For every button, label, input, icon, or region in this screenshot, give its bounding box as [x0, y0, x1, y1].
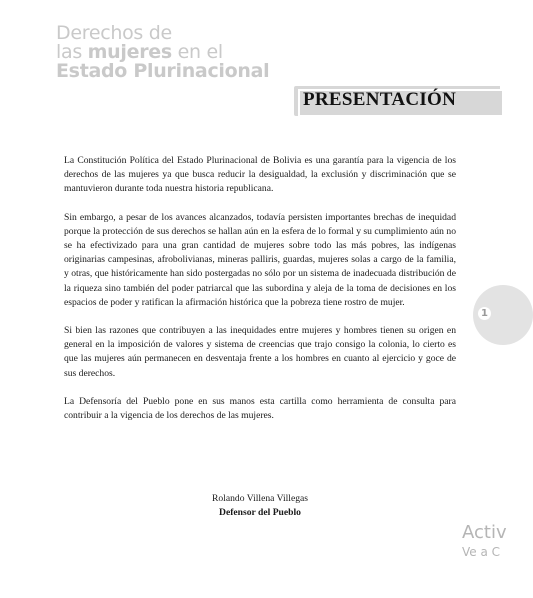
paragraph-4: La Defensoría del Pueblo pone en sus manos esta cartilla como herramienta de consulta para contribuir a la vigencia de los derechos de las mujeres. — [64, 395, 456, 422]
title-line-2-prefix: las — [56, 41, 88, 63]
publication-title-line-1: Derechos de — [56, 22, 172, 44]
signatory-role: Defensor del Pueblo — [219, 507, 301, 518]
publication-title-line-3: Estado Plurinacional — [56, 60, 270, 82]
paragraph-2: Sin embargo, a pesar de los avances alcanzados, todavía persisten importantes brechas de inequidad porque la protección de sus derechos se hallan aún en la esfera de lo formal y su cumplimiento aún no se ha efectivizado para una gran cantidad de mujeres sobre todo las más pobres, las indígenas originarias campesinas, afrobolivianas, mineras palliris, guardas, mujeres solas a cargo de la familia, y otras, que históricamente han sido postergadas no sólo por un sistema de inadecuada distribución de la riqueza sino también del poder patriarcal que las subordina y aleja de la toma de decisiones en los espacios de poder y ratifican la afirmación histórica que la pobreza tiene rostro de mujer. — [64, 211, 456, 308]
watermark-title: Activ — [462, 522, 507, 543]
paragraph-1: La Constitución Política del Estado Plurinacional de Bolivia es una garantía para la vigencia de los derechos de las mujeres ya que busca reducir la desigualdad, la exclusión y discriminación que se mantuvieron durante toda nuestra historia republicana. — [64, 155, 456, 195]
activation-watermark — [462, 522, 507, 560]
publication-title — [56, 24, 269, 81]
title-line-2-suffix: en el — [171, 41, 223, 63]
signatory-name: Rolando Villena Villegas — [211, 493, 309, 504]
title-line-2-bold: mujeres — [87, 41, 172, 63]
section-title: PRESENTACIÓN — [303, 89, 457, 110]
paragraph-3: Si bien las razones que contribuyen a las inequidades entre mujeres y hombres tienen su origen en general en la imposición de valores y sistema de creencias que trajo consigo la colonia, lo cierto es que las mujeres aún permanecen en desventaja frente a los hombres en cuanto al ejercicio y goce de sus derechos. — [64, 325, 456, 379]
body-text — [64, 154, 456, 437]
chapter-number-badge: 1 — [478, 307, 491, 320]
signature-block — [0, 492, 520, 520]
watermark-subtitle: Ve a C — [462, 545, 501, 559]
